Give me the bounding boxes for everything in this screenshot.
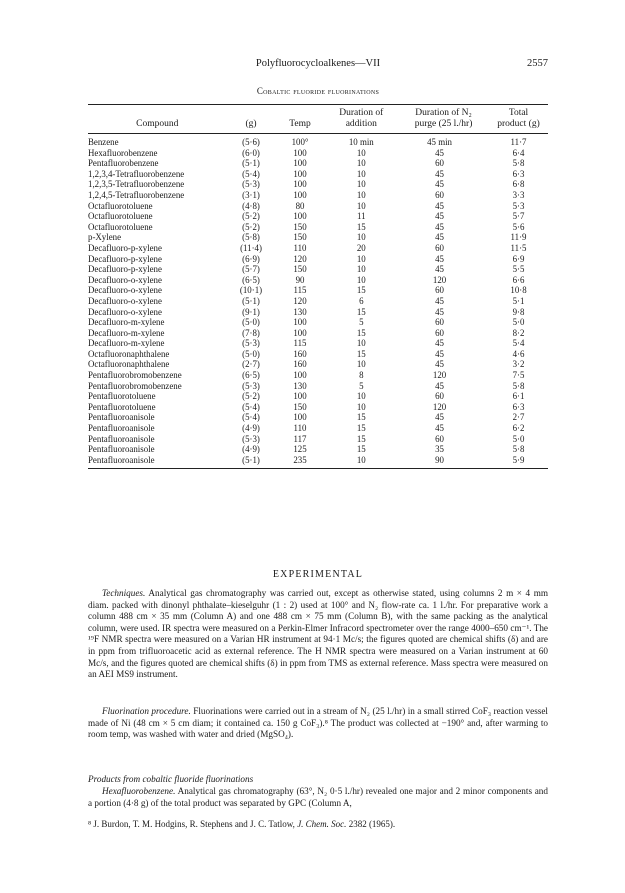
cell-duration-addition: 15: [356, 423, 366, 434]
cell-total-product: 11·5: [510, 242, 527, 253]
cell-grams: (5·1): [242, 295, 260, 306]
cell-grams: (2·7): [242, 359, 260, 370]
cell-compound: Decafluoro-m-xylene: [88, 338, 165, 349]
col-temp-header-3: Temp: [276, 119, 325, 134]
cell-grams: (5·2): [242, 211, 260, 222]
cell-grams: (3·1): [242, 189, 260, 200]
cell-duration-purge: 45 min: [427, 137, 452, 147]
cell-duration-purge: 45: [435, 232, 444, 243]
cell-total-product: 3·3: [512, 189, 525, 200]
cell-temp: 150: [293, 264, 307, 275]
cell-total-product: 6·4: [512, 147, 525, 158]
cell-duration-addition: 10: [356, 232, 366, 243]
cell-compound: Pentafluoroanisole: [88, 444, 155, 455]
cell-temp: 130: [293, 380, 307, 391]
cell-grams: (5·3): [242, 338, 260, 349]
col-total-product-header-2: Total: [508, 108, 529, 118]
table-row: [88, 434, 548, 445]
cell-temp: 115: [293, 285, 307, 296]
cell-duration-purge: 90: [398, 455, 489, 469]
cell-duration-addition: 5: [359, 317, 364, 328]
cell-duration-addition: 11: [357, 211, 366, 222]
table-row: [88, 201, 548, 212]
cell-temp: 100: [293, 211, 307, 222]
cell-duration-addition: 15: [356, 348, 366, 359]
techniques-body: Analytical gas chromatography was carried out, except as otherwise stated, using columns 2 m × 4 mm diam. packed with dinonyl phthalate–kieselguhr (1 : 2) used at 100° and N₂ flow-rate ca. 1 l./hr. For preparative work a column 488 cm × 35 mm (Column A) and one 488 cm × 75 mm (Column B), with the same packing as the analytical column, were used. IR spectra were measured on a Perkin-Elmer Infracord spectrometer over the range 4000–650 cm⁻¹. The ¹⁹F NMR spectra were measured on a Varian HR instrument at 94·1 Mc/s; the figures quoted are chemical shifts (δ) and are in ppm from trifluoroacetic acid as external reference. The H NMR spectra were measured on a Varian instrument at 60 Mc/s, and the figures quoted are chemical shifts (δ) in ppm from TMS as external reference. Mass spectra were measured on an AEI MS9 instrument.: [88, 588, 549, 680]
cell-duration-addition: 15: [356, 412, 366, 423]
running-header: [88, 58, 548, 72]
cell-compound: Octafluorotoluene: [88, 221, 153, 232]
cell-compound: Pentafluoroanisole: [88, 423, 155, 434]
cell-duration-purge: 45: [435, 200, 444, 211]
footnote-marker: ⁸: [88, 819, 92, 829]
cell-temp: 100: [293, 317, 307, 328]
table-row: [88, 158, 548, 169]
footnote: [88, 819, 548, 829]
cell-duration-addition: 10: [325, 455, 399, 469]
cell-total-product: 3·2: [512, 359, 525, 370]
cell-duration-addition: 10: [356, 401, 366, 412]
footnote-citation: 2382 (1965).: [346, 819, 396, 829]
cell-grams: (4·9): [242, 444, 260, 455]
cell-temp: 100: [293, 158, 307, 169]
cell-duration-purge: 60: [435, 158, 444, 169]
cell-total-product: 4·6: [512, 348, 525, 359]
cell-duration-purge: 45: [435, 306, 444, 317]
cell-compound: Octafluoronaphthalene: [88, 359, 170, 370]
cell-grams: (6·5): [242, 370, 260, 381]
cell-duration-purge: 45: [435, 359, 444, 370]
cell-duration-addition: 15: [356, 327, 366, 338]
col-grams-header-2: [226, 108, 275, 119]
table-row: [88, 243, 548, 254]
cell-duration-purge: 45: [435, 168, 444, 179]
techniques-lead: Techniques.: [102, 588, 146, 598]
cell-duration-addition: 15: [356, 433, 366, 444]
cell-total-product: 5·9: [489, 455, 548, 469]
cell-temp: 100: [293, 370, 307, 381]
cell-duration-addition: 15: [356, 221, 366, 232]
cell-temp: 160: [293, 359, 307, 370]
section-heading-experimental: EXPERIMENTAL: [272, 569, 364, 580]
cell-duration-purge: 45: [435, 264, 444, 275]
cell-duration-addition: 10: [356, 359, 366, 370]
col-total-product-header-3: product (g): [489, 119, 548, 134]
cell-duration-purge: 60: [435, 327, 444, 338]
cell-temp: 100: [293, 391, 307, 402]
table-row: [88, 391, 548, 402]
table-row: [88, 169, 548, 180]
cell-temp: 150: [293, 221, 307, 232]
cell-duration-purge: 45: [435, 423, 444, 434]
cell-duration-addition: 10 min: [348, 137, 374, 147]
cell-duration-purge: 60: [435, 433, 444, 444]
cell-compound: Pentafluoroanisole: [88, 412, 155, 423]
cell-compound: 1,2,3,5-Tetrafluorobenzene: [88, 179, 185, 190]
cell-compound: Pentafluoroanisole: [88, 455, 226, 469]
table-row: [88, 148, 548, 159]
col-temp-header-2: [276, 108, 325, 119]
cell-total-product: 5·8: [512, 158, 525, 169]
table-row: [88, 232, 548, 243]
table-row: [88, 381, 548, 392]
cell-temp: 100: [293, 168, 307, 179]
cell-grams: (9·1): [242, 306, 260, 317]
cell-total-product: 2·7: [512, 412, 525, 423]
fluorination-table: [88, 104, 548, 469]
cell-temp: 110: [293, 423, 307, 434]
cell-grams: (5·0): [242, 348, 260, 359]
table-row: [88, 222, 548, 233]
cell-compound: Decafluoro-m-xylene: [88, 317, 165, 328]
table-row: [88, 444, 548, 455]
cell-duration-addition: 10: [356, 147, 366, 158]
cell-compound: Pentafluorobenzene: [88, 158, 159, 169]
cell-compound: Hexafluorobenzene: [88, 147, 158, 158]
table-row: [88, 275, 548, 286]
cell-compound: Decafluoro-p-xylene: [88, 253, 162, 264]
table-row: [88, 190, 548, 201]
cell-duration-purge: 60: [435, 317, 444, 328]
cell-grams: (6·5): [242, 274, 260, 285]
cell-total-product: 5·4: [512, 338, 525, 349]
cell-total-product: 5·1: [512, 295, 525, 306]
table-row: [88, 359, 548, 370]
cell-compound: Decafluoro-o-xylene: [88, 285, 162, 296]
cell-total-product: 5·0: [512, 317, 525, 328]
cell-temp: 117: [293, 433, 307, 444]
page-number: 2557: [527, 58, 548, 69]
cell-duration-purge: 45: [435, 211, 444, 222]
cell-duration-addition: 10: [356, 274, 366, 285]
cell-duration-purge: 60: [435, 391, 444, 402]
cell-temp: 160: [293, 348, 307, 359]
table-row: [88, 134, 548, 148]
col-duration-purge-header-3: purge (25 l./hr): [398, 119, 489, 134]
cell-temp: 100: [293, 412, 307, 423]
cell-duration-purge: 60: [435, 242, 444, 253]
col-duration-purge-header-2: Duration of N₂: [415, 108, 472, 118]
cell-compound: Decafluoro-m-xylene: [88, 327, 165, 338]
cell-compound: Pentafluorobromobenzene: [88, 370, 182, 381]
cell-total-product: 11·9: [510, 232, 527, 243]
col-compound-header-3: Compound: [88, 119, 226, 134]
cell-duration-addition: 10: [356, 158, 366, 169]
hexafluorobenzene-lead: Hexafluorobenzene.: [102, 786, 176, 796]
cell-grams: (5·4): [242, 412, 260, 423]
cell-duration-purge: 45: [435, 253, 444, 264]
cell-compound: 1,2,4,5-Tetrafluorobenzene: [88, 189, 185, 200]
cell-total-product: 6·1: [512, 391, 525, 402]
cell-duration-addition: 10: [356, 200, 366, 211]
table-row: [88, 211, 548, 222]
col-grams-header-3: (g): [226, 119, 275, 134]
cell-grams: (7·8): [242, 327, 260, 338]
table-row: [88, 423, 548, 434]
cell-duration-addition: 5: [359, 380, 364, 391]
cell-total-product: 11·7: [510, 137, 527, 147]
cell-total-product: 8·2: [512, 327, 525, 338]
table-row: [88, 402, 548, 413]
table-caption: Cobaltic fluoride fluorinations: [256, 86, 380, 96]
cell-duration-purge: 45: [435, 295, 444, 306]
hexafluorobenzene-paragraph: [88, 786, 548, 809]
cell-total-product: 6·6: [512, 274, 525, 285]
cell-duration-purge: 45: [435, 412, 444, 423]
table-row: [88, 317, 548, 328]
col-compound-header-2: [88, 108, 226, 119]
cell-grams: (5·1): [226, 455, 275, 469]
cell-temp: 110: [293, 242, 307, 253]
cell-temp: 120: [293, 295, 307, 306]
cell-duration-addition: 15: [356, 285, 366, 296]
cell-temp: 100°: [291, 137, 309, 147]
cell-duration-addition: 10: [356, 168, 366, 179]
cell-temp: 80: [295, 200, 305, 211]
table-row: [88, 338, 548, 349]
cell-compound: Decafluoro-o-xylene: [88, 274, 162, 285]
cell-grams: (5·3): [242, 433, 260, 444]
table-row: [88, 264, 548, 275]
cell-compound: Pentafluorotoluene: [88, 401, 156, 412]
cell-grams: (5·2): [242, 391, 260, 402]
cell-duration-purge: 60: [435, 285, 444, 296]
table-body: [88, 134, 548, 469]
cell-duration-purge: 45: [435, 348, 444, 359]
cell-duration-addition: 6: [359, 295, 364, 306]
cell-duration-purge: 45: [435, 147, 444, 158]
cell-duration-addition: 15: [356, 444, 366, 455]
table-header-row: [88, 108, 548, 119]
table-row: [88, 307, 548, 318]
cell-temp: 100: [293, 147, 307, 158]
cell-duration-purge: 45: [435, 221, 444, 232]
cell-compound: Pentafluoroanisole: [88, 433, 155, 444]
cell-duration-addition: 10: [356, 264, 366, 275]
cell-grams: (5·3): [242, 380, 260, 391]
cell-temp: 120: [293, 253, 307, 264]
cell-temp: 130: [293, 306, 307, 317]
cell-duration-addition: 10: [356, 338, 366, 349]
cell-duration-purge: 120: [432, 401, 447, 412]
footnote-authors: J. Burdon, T. M. Hodgins, R. Stephens and J. C. Tatlow,: [91, 819, 298, 829]
cell-duration-addition: 10: [356, 189, 366, 200]
cell-grams: (5·8): [242, 232, 260, 243]
cell-total-product: 5·6: [512, 221, 525, 232]
cell-duration-purge: 45: [435, 338, 444, 349]
cell-grams: (5·1): [242, 158, 260, 169]
cell-duration-purge: 120: [432, 274, 447, 285]
cell-duration-addition: 20: [356, 242, 366, 253]
cell-duration-purge: 60: [435, 189, 444, 200]
cell-grams: (6·0): [242, 147, 260, 158]
cell-compound: Decafluoro-p-xylene: [88, 242, 162, 253]
cell-compound: Pentafluorobromobenzene: [88, 380, 182, 391]
cell-grams: (4·9): [242, 423, 260, 434]
cell-grams: (11·4): [240, 242, 262, 253]
cell-duration-purge: 120: [432, 370, 447, 381]
table-header-row: [88, 119, 548, 134]
cell-temp: 150: [293, 401, 307, 412]
cell-grams: (5·6): [242, 137, 260, 147]
cell-compound: Decafluoro-o-xylene: [88, 295, 162, 306]
cell-compound: Octafluorotoluene: [88, 200, 153, 211]
cell-temp: 100: [293, 179, 307, 190]
cell-grams: (6·9): [242, 253, 260, 264]
cell-grams: (5·4): [242, 168, 260, 179]
cell-compound: p-Xylene: [88, 232, 122, 243]
cell-compound: Octafluorotoluene: [88, 211, 153, 222]
cell-total-product: 7·5: [512, 370, 525, 381]
cell-compound: 1,2,3,4-Tetrafluorobenzene: [88, 168, 185, 179]
cell-grams: (5·3): [242, 179, 260, 190]
cell-temp: 100: [293, 189, 307, 200]
fluorination-lead: Fluorination procedure.: [102, 706, 191, 716]
cell-total-product: 6·3: [512, 168, 525, 179]
cell-duration-purge: 45: [435, 179, 444, 190]
cell-duration-addition: 15: [356, 306, 366, 317]
cell-total-product: 6·2: [512, 423, 525, 434]
table-row: [88, 412, 548, 423]
col-duration-addition-header-2: Duration of: [339, 108, 384, 118]
cell-grams: (5·2): [242, 221, 260, 232]
cell-duration-addition: 10: [356, 391, 366, 402]
cell-total-product: 5·0: [512, 433, 525, 444]
cell-temp: 90: [295, 274, 305, 285]
hexafluorobenzene-body: Analytical gas chromatography (63°, N₂ 0·5 l./hr) revealed one major and 2 minor components and a portion (4·8 g) of the total product was separated by GPC (Column A,: [88, 786, 548, 808]
cell-temp: 100: [293, 327, 307, 338]
cell-compound: Benzene: [88, 137, 119, 147]
cell-duration-purge: 35: [435, 444, 444, 455]
cell-total-product: 5·7: [512, 211, 525, 222]
cell-total-product: 6·3: [512, 401, 525, 412]
cell-duration-addition: 10: [356, 179, 366, 190]
col-duration-addition-header-3: addition: [325, 119, 399, 134]
cell-total-product: 6·8: [512, 179, 525, 190]
cell-temp: 235: [276, 455, 325, 469]
table-row: [88, 349, 548, 360]
cell-temp: 150: [293, 232, 307, 243]
table-row: [88, 328, 548, 339]
cell-grams: (10·1): [239, 285, 263, 296]
products-subheading: Products from cobaltic fluoride fluorinations: [88, 774, 254, 784]
cell-compound: Pentafluorotoluene: [88, 391, 156, 402]
cell-duration-purge: 45: [435, 380, 444, 391]
techniques-paragraph: [88, 588, 548, 681]
cell-grams: (4·8): [242, 200, 260, 211]
cell-compound: Decafluoro-p-xylene: [88, 264, 162, 275]
cell-total-product: 5·8: [512, 444, 525, 455]
table-row: [88, 296, 548, 307]
cell-grams: (5·4): [242, 401, 260, 412]
cell-duration-addition: 8: [359, 370, 364, 381]
cell-total-product: 5·8: [512, 380, 525, 391]
cell-total-product: 10·8: [510, 285, 527, 296]
cell-grams: (5·7): [242, 264, 260, 275]
cell-total-product: 5·3: [512, 200, 525, 211]
fluorination-body: Fluorinations were carried out in a stream of N₂ (25 l./hr) in a small stirred CoF₃ reaction vessel made of Ni (48 cm × 5 cm diam; it contained ca. 150 g CoF₃).⁸ The product was collected at −190° and, after warming to room temp, was washed with water and dried (MgSO₄).: [88, 706, 548, 740]
cell-compound: Decafluoro-o-xylene: [88, 306, 162, 317]
table-row: [88, 370, 548, 381]
table-row: [88, 254, 548, 265]
fluorination-paragraph: [88, 706, 548, 741]
footnote-journal: J. Chem. Soc.: [297, 819, 347, 829]
cell-total-product: 5·5: [512, 264, 525, 275]
cell-total-product: 9·8: [512, 306, 525, 317]
table-row: [88, 285, 548, 296]
cell-grams: (5·0): [242, 317, 260, 328]
cell-temp: 125: [293, 444, 307, 455]
cell-compound: Octafluoronaphthalene: [88, 348, 170, 359]
cell-temp: 115: [293, 338, 307, 349]
table-row: [88, 179, 548, 190]
running-title: Polyfluorocycloalkenes—VII: [255, 58, 381, 69]
table-row: [88, 455, 548, 469]
cell-duration-addition: 10: [356, 253, 366, 264]
cell-total-product: 6·9: [512, 253, 525, 264]
